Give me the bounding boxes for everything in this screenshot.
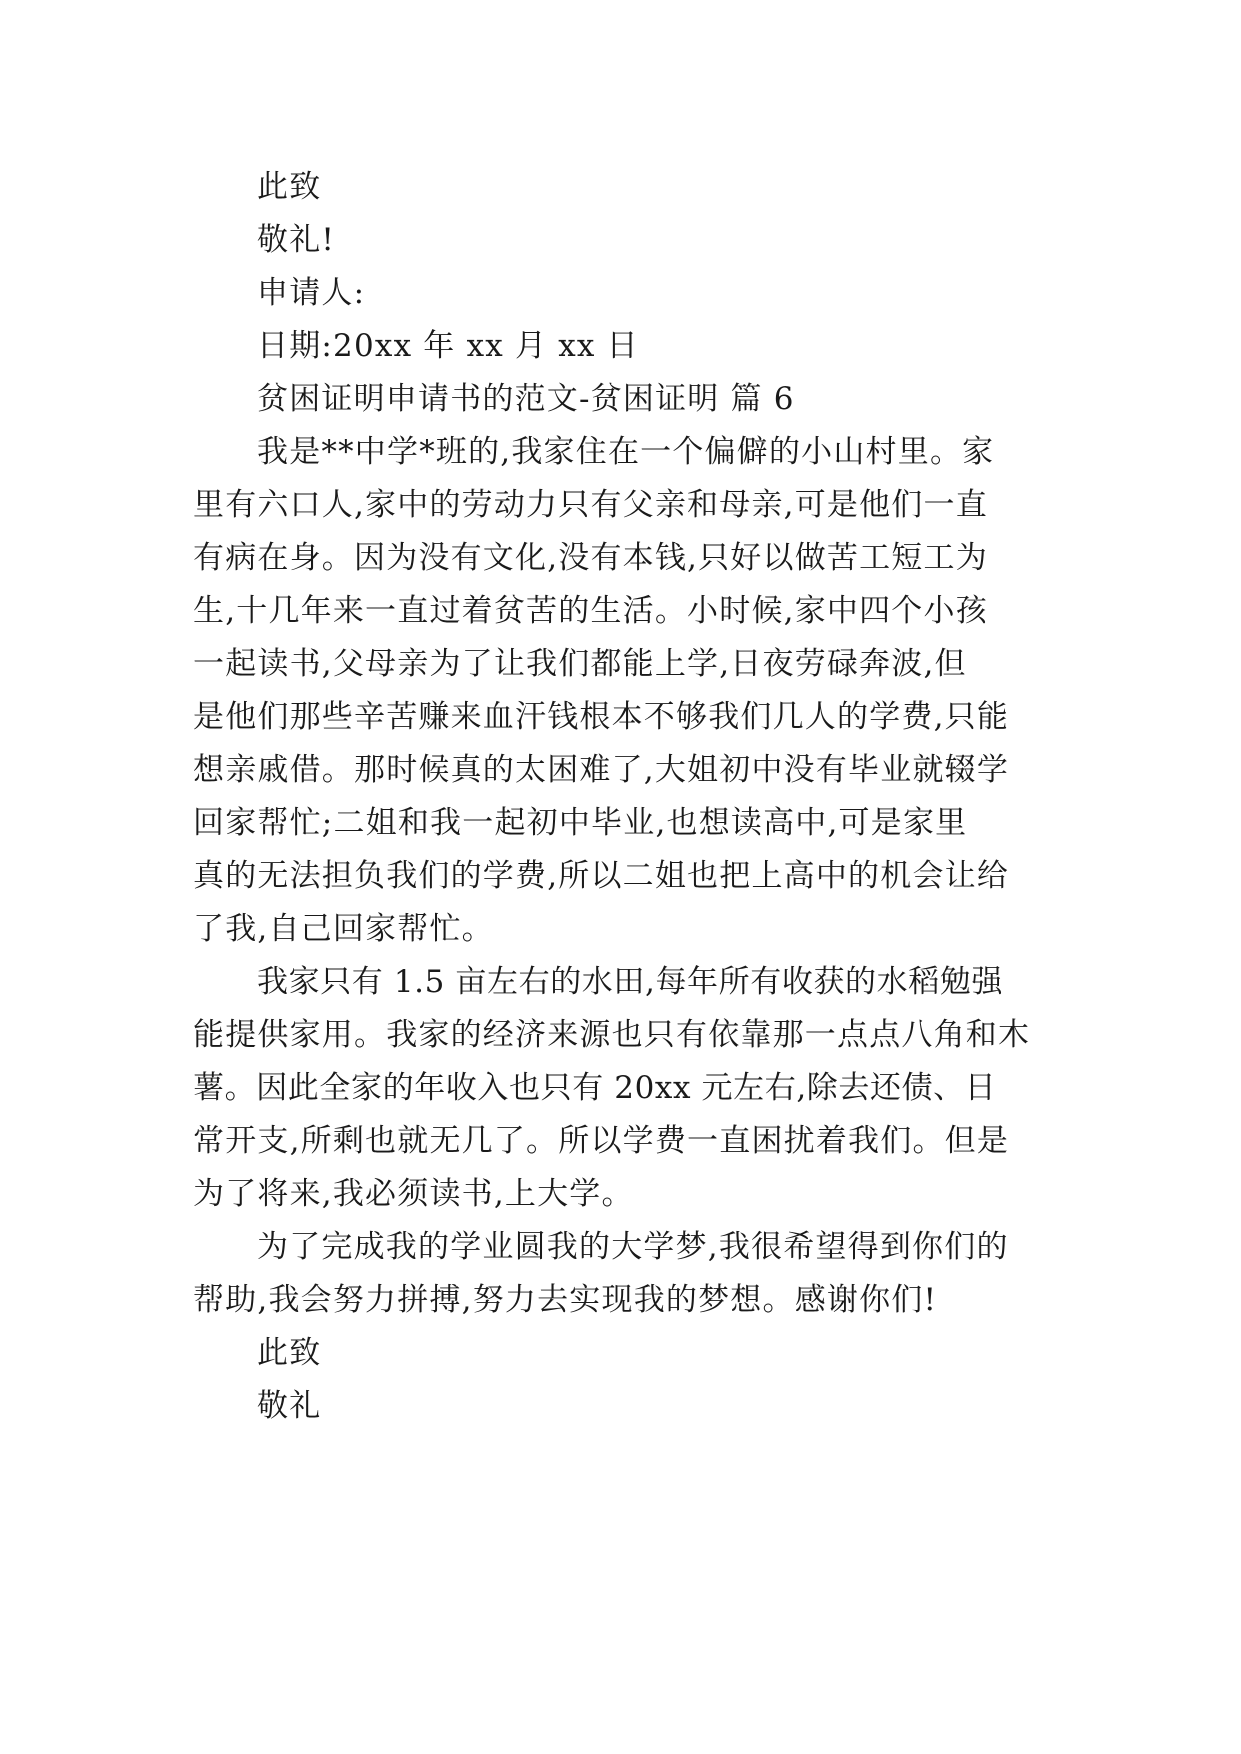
paragraph-line: 薯。因此全家的年收入也只有 20xx 元左右,除去还债、日 (193, 1070, 997, 1106)
paragraph-3 (193, 1221, 1053, 1327)
paragraph-line: 一起读书,父母亲为了让我们都能上学,日夜劳碌奔波,但 (193, 646, 967, 682)
paragraph-line: 帮助,我会努力拼搏,努力去实现我的梦想。感谢你们! (193, 1282, 938, 1318)
paragraph-line: 为了将来,我必须读书,上大学。 (193, 1176, 634, 1212)
paragraph-line: 想亲戚借。那时候真的太困难了,大姐初中没有毕业就辍学 (193, 752, 1010, 788)
closing-regards-bottom: 敬礼 (257, 1388, 322, 1424)
closing-salutation-bottom: 此致 (257, 1335, 322, 1371)
section-title: 贫困证明申请书的范文-贫困证明 篇 6 (257, 381, 795, 417)
applicant-label: 申请人: (257, 275, 366, 311)
paragraph-line: 生,十几年来一直过着贫苦的生活。小时候,家中四个小孩 (193, 593, 988, 629)
closing-regards-top: 敬礼! (257, 222, 336, 258)
paragraph-line: 里有六口人,家中的劳动力只有父亲和母亲,可是他们一直 (193, 487, 988, 523)
paragraph-line: 为了完成我的学业圆我的大学梦,我很希望得到你们的 (257, 1229, 1009, 1265)
document-body (193, 161, 1053, 1433)
paragraph-line: 我是**中学*班的,我家住在一个偏僻的小山村里。家 (257, 434, 995, 470)
paragraph-line: 真的无法担负我们的学费,所以二姐也把上高中的机会让给 (193, 858, 1010, 894)
paragraph-1 (193, 426, 1053, 956)
paragraph-line: 有病在身。因为没有文化,没有本钱,只好以做苦工短工为 (193, 540, 988, 576)
paragraph-line: 常开支,所剩也就无几了。所以学费一直困扰着我们。但是 (193, 1123, 1010, 1159)
paragraph-2 (193, 956, 1053, 1221)
paragraph-line: 了我,自己回家帮忙。 (193, 911, 494, 947)
date-line: 日期:20xx 年 xx 月 xx 日 (257, 328, 639, 364)
paragraph-line: 回家帮忙;二姐和我一起初中毕业,也想读高中,可是家里 (193, 805, 968, 841)
paragraph-line: 我家只有 1.5 亩左右的水田,每年所有收获的水稻勉强 (257, 964, 1004, 1000)
paragraph-line: 是他们那些辛苦赚来血汗钱根本不够我们几人的学费,只能 (193, 699, 1010, 735)
paragraph-line: 能提供家用。我家的经济来源也只有依靠那一点点八角和木 (193, 1017, 1031, 1053)
closing-salutation-top: 此致 (257, 169, 322, 205)
